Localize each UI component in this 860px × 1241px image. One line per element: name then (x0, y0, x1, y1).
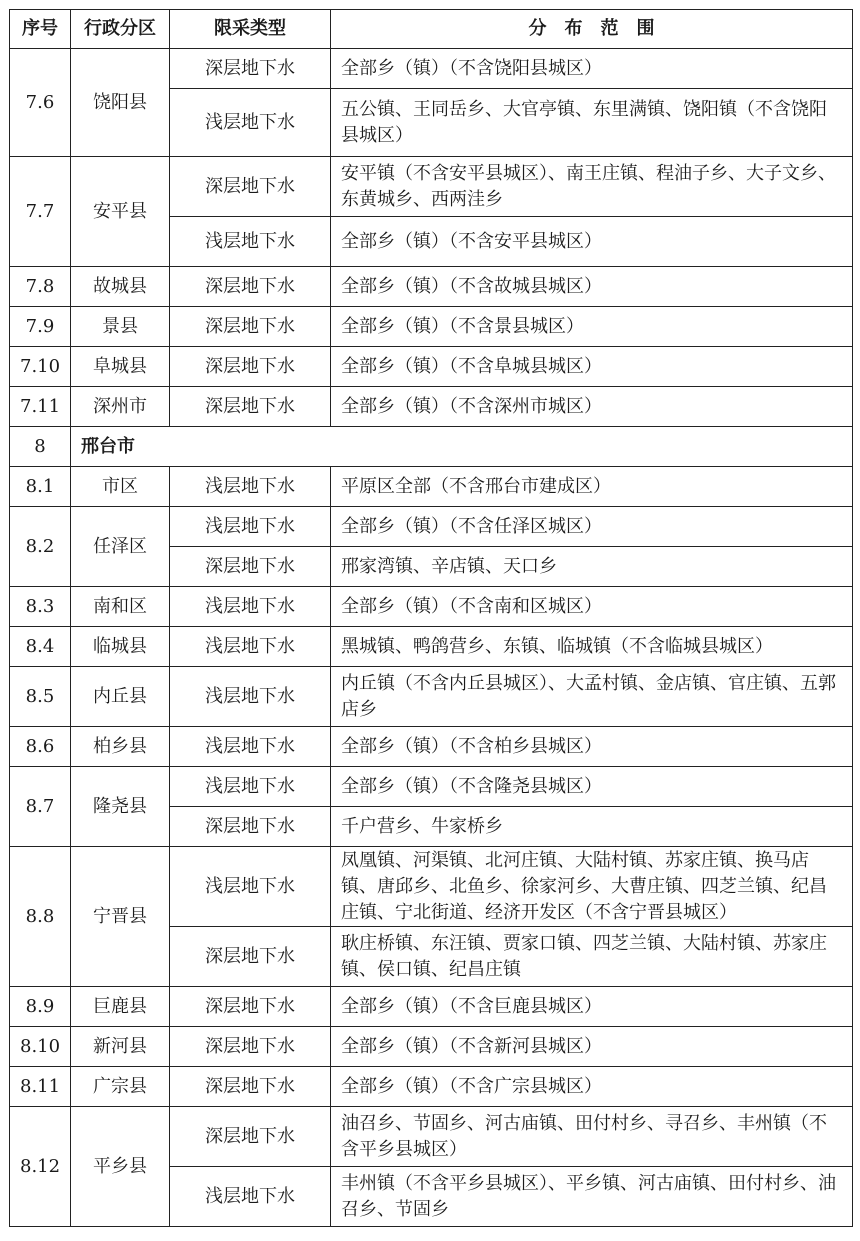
row-number: 8.11 (10, 1067, 71, 1107)
restriction-type: 浅层地下水 (170, 217, 331, 267)
restriction-type: 浅层地下水 (170, 767, 331, 807)
restriction-type: 浅层地下水 (170, 667, 331, 727)
scope-text: 黑城镇、鸭鸽营乡、东镇、临城镇（不含临城县城区） (331, 627, 853, 667)
district-name: 临城县 (71, 627, 170, 667)
scope-text: 全部乡（镇）（不含南和区城区） (331, 587, 853, 627)
scope-text: 丰州镇（不含平乡县城区）、平乡镇、河古庙镇、田付村乡、油召乡、节固乡 (331, 1167, 853, 1227)
row-number: 7.7 (10, 157, 71, 267)
district-name: 景县 (71, 307, 170, 347)
scope-text: 全部乡（镇）（不含新河县城区） (331, 1027, 853, 1067)
district-name: 巨鹿县 (71, 987, 170, 1027)
district-name: 广宗县 (71, 1067, 170, 1107)
restriction-type: 深层地下水 (170, 927, 331, 987)
district-name: 柏乡县 (71, 727, 170, 767)
row-number: 8.12 (10, 1107, 71, 1227)
scope-text: 全部乡（镇）（不含广宗县城区） (331, 1067, 853, 1107)
row-number: 8.8 (10, 847, 71, 987)
scope-text: 耿庄桥镇、东汪镇、贾家口镇、四芝兰镇、大陆村镇、苏家庄镇、侯口镇、纪昌庄镇 (331, 927, 853, 987)
restriction-type: 深层地下水 (170, 547, 331, 587)
table-row (10, 467, 853, 507)
table-row (10, 267, 853, 307)
header-type: 限采类型 (170, 10, 331, 49)
scope-text: 凤凰镇、河渠镇、北河庄镇、大陆村镇、苏家庄镇、换马店镇、唐邱乡、北鱼乡、徐家河乡、大曹庄镇、四芝兰镇、纪昌庄镇、宁北街道、经济开发区（不含宁晋县城区） (331, 847, 853, 927)
district-name: 平乡县 (71, 1107, 170, 1227)
header-district: 行政分区 (71, 10, 170, 49)
row-number: 7.6 (10, 49, 71, 157)
header-scope: 分 布 范 围 (331, 10, 853, 49)
row-number: 8.10 (10, 1027, 71, 1067)
restriction-type: 深层地下水 (170, 387, 331, 427)
scope-text: 全部乡（镇）（不含柏乡县城区） (331, 727, 853, 767)
restriction-type: 浅层地下水 (170, 847, 331, 927)
table-row (10, 627, 853, 667)
scope-text: 全部乡（镇）（不含任泽区城区） (331, 507, 853, 547)
table-row (10, 727, 853, 767)
table-row (10, 1107, 853, 1167)
scope-text: 千户营乡、牛家桥乡 (331, 807, 853, 847)
scope-text: 全部乡（镇）（不含深州市城区） (331, 387, 853, 427)
restriction-type: 浅层地下水 (170, 467, 331, 507)
scope-text: 全部乡（镇）（不含隆尧县城区） (331, 767, 853, 807)
city-row (10, 427, 853, 467)
row-number: 7.8 (10, 267, 71, 307)
row-number: 7.11 (10, 387, 71, 427)
table-row (10, 507, 853, 547)
row-number: 8.7 (10, 767, 71, 847)
row-number: 8.6 (10, 727, 71, 767)
district-name: 市区 (71, 467, 170, 507)
district-name: 故城县 (71, 267, 170, 307)
district-name: 宁晋县 (71, 847, 170, 987)
table-row (10, 347, 853, 387)
restriction-type: 深层地下水 (170, 267, 331, 307)
table-row (10, 157, 853, 217)
restriction-type: 浅层地下水 (170, 1167, 331, 1227)
scope-text: 全部乡（镇）（不含饶阳县城区） (331, 49, 853, 89)
restriction-type: 深层地下水 (170, 987, 331, 1027)
district-name: 隆尧县 (71, 767, 170, 847)
row-number: 8.5 (10, 667, 71, 727)
table-row (10, 49, 853, 89)
restriction-type: 浅层地下水 (170, 627, 331, 667)
scope-text: 邢家湾镇、辛店镇、天口乡 (331, 547, 853, 587)
scope-text: 全部乡（镇）（不含景县城区） (331, 307, 853, 347)
row-number: 8 (10, 427, 71, 467)
restriction-type: 深层地下水 (170, 1027, 331, 1067)
table-row (10, 667, 853, 727)
table-row (10, 307, 853, 347)
scope-text: 五公镇、王同岳乡、大官亭镇、东里满镇、饶阳镇（不含饶阳县城区） (331, 89, 853, 157)
groundwater-restriction-table (9, 9, 853, 1227)
scope-text: 内丘镇（不含内丘县城区）、大孟村镇、金店镇、官庄镇、五郭店乡 (331, 667, 853, 727)
restriction-type: 深层地下水 (170, 807, 331, 847)
restriction-type: 浅层地下水 (170, 89, 331, 157)
district-name: 南和区 (71, 587, 170, 627)
city-name: 邢台市 (71, 427, 853, 467)
restriction-type: 浅层地下水 (170, 587, 331, 627)
restriction-type: 深层地下水 (170, 347, 331, 387)
row-number: 8.9 (10, 987, 71, 1027)
row-number: 7.9 (10, 307, 71, 347)
header-row (10, 10, 853, 49)
table-row (10, 987, 853, 1027)
table-row (10, 847, 853, 927)
district-name: 饶阳县 (71, 49, 170, 157)
restriction-type: 深层地下水 (170, 1107, 331, 1167)
scope-text: 全部乡（镇）（不含巨鹿县城区） (331, 987, 853, 1027)
row-number: 8.4 (10, 627, 71, 667)
table-row (10, 587, 853, 627)
table-row (10, 1027, 853, 1067)
table-row (10, 767, 853, 807)
row-number: 8.3 (10, 587, 71, 627)
district-name: 内丘县 (71, 667, 170, 727)
row-number: 7.10 (10, 347, 71, 387)
district-name: 深州市 (71, 387, 170, 427)
restriction-type: 浅层地下水 (170, 507, 331, 547)
restriction-type: 深层地下水 (170, 1067, 331, 1107)
district-name: 安平县 (71, 157, 170, 267)
scope-text: 全部乡（镇）（不含安平县城区） (331, 217, 853, 267)
restriction-type: 浅层地下水 (170, 727, 331, 767)
scope-text: 全部乡（镇）（不含阜城县城区） (331, 347, 853, 387)
table-row (10, 1067, 853, 1107)
scope-text: 全部乡（镇）（不含故城县城区） (331, 267, 853, 307)
row-number: 8.1 (10, 467, 71, 507)
district-name: 新河县 (71, 1027, 170, 1067)
district-name: 阜城县 (71, 347, 170, 387)
district-name: 任泽区 (71, 507, 170, 587)
restriction-type: 深层地下水 (170, 307, 331, 347)
restriction-type: 深层地下水 (170, 49, 331, 89)
scope-text: 油召乡、节固乡、河古庙镇、田付村乡、寻召乡、丰州镇（不含平乡县城区） (331, 1107, 853, 1167)
header-no: 序号 (10, 10, 71, 49)
scope-text: 安平镇（不含安平县城区）、南王庄镇、程油子乡、大子文乡、东黄城乡、西两洼乡 (331, 157, 853, 217)
scope-text: 平原区全部（不含邢台市建成区） (331, 467, 853, 507)
table-row (10, 387, 853, 427)
restriction-type: 深层地下水 (170, 157, 331, 217)
row-number: 8.2 (10, 507, 71, 587)
